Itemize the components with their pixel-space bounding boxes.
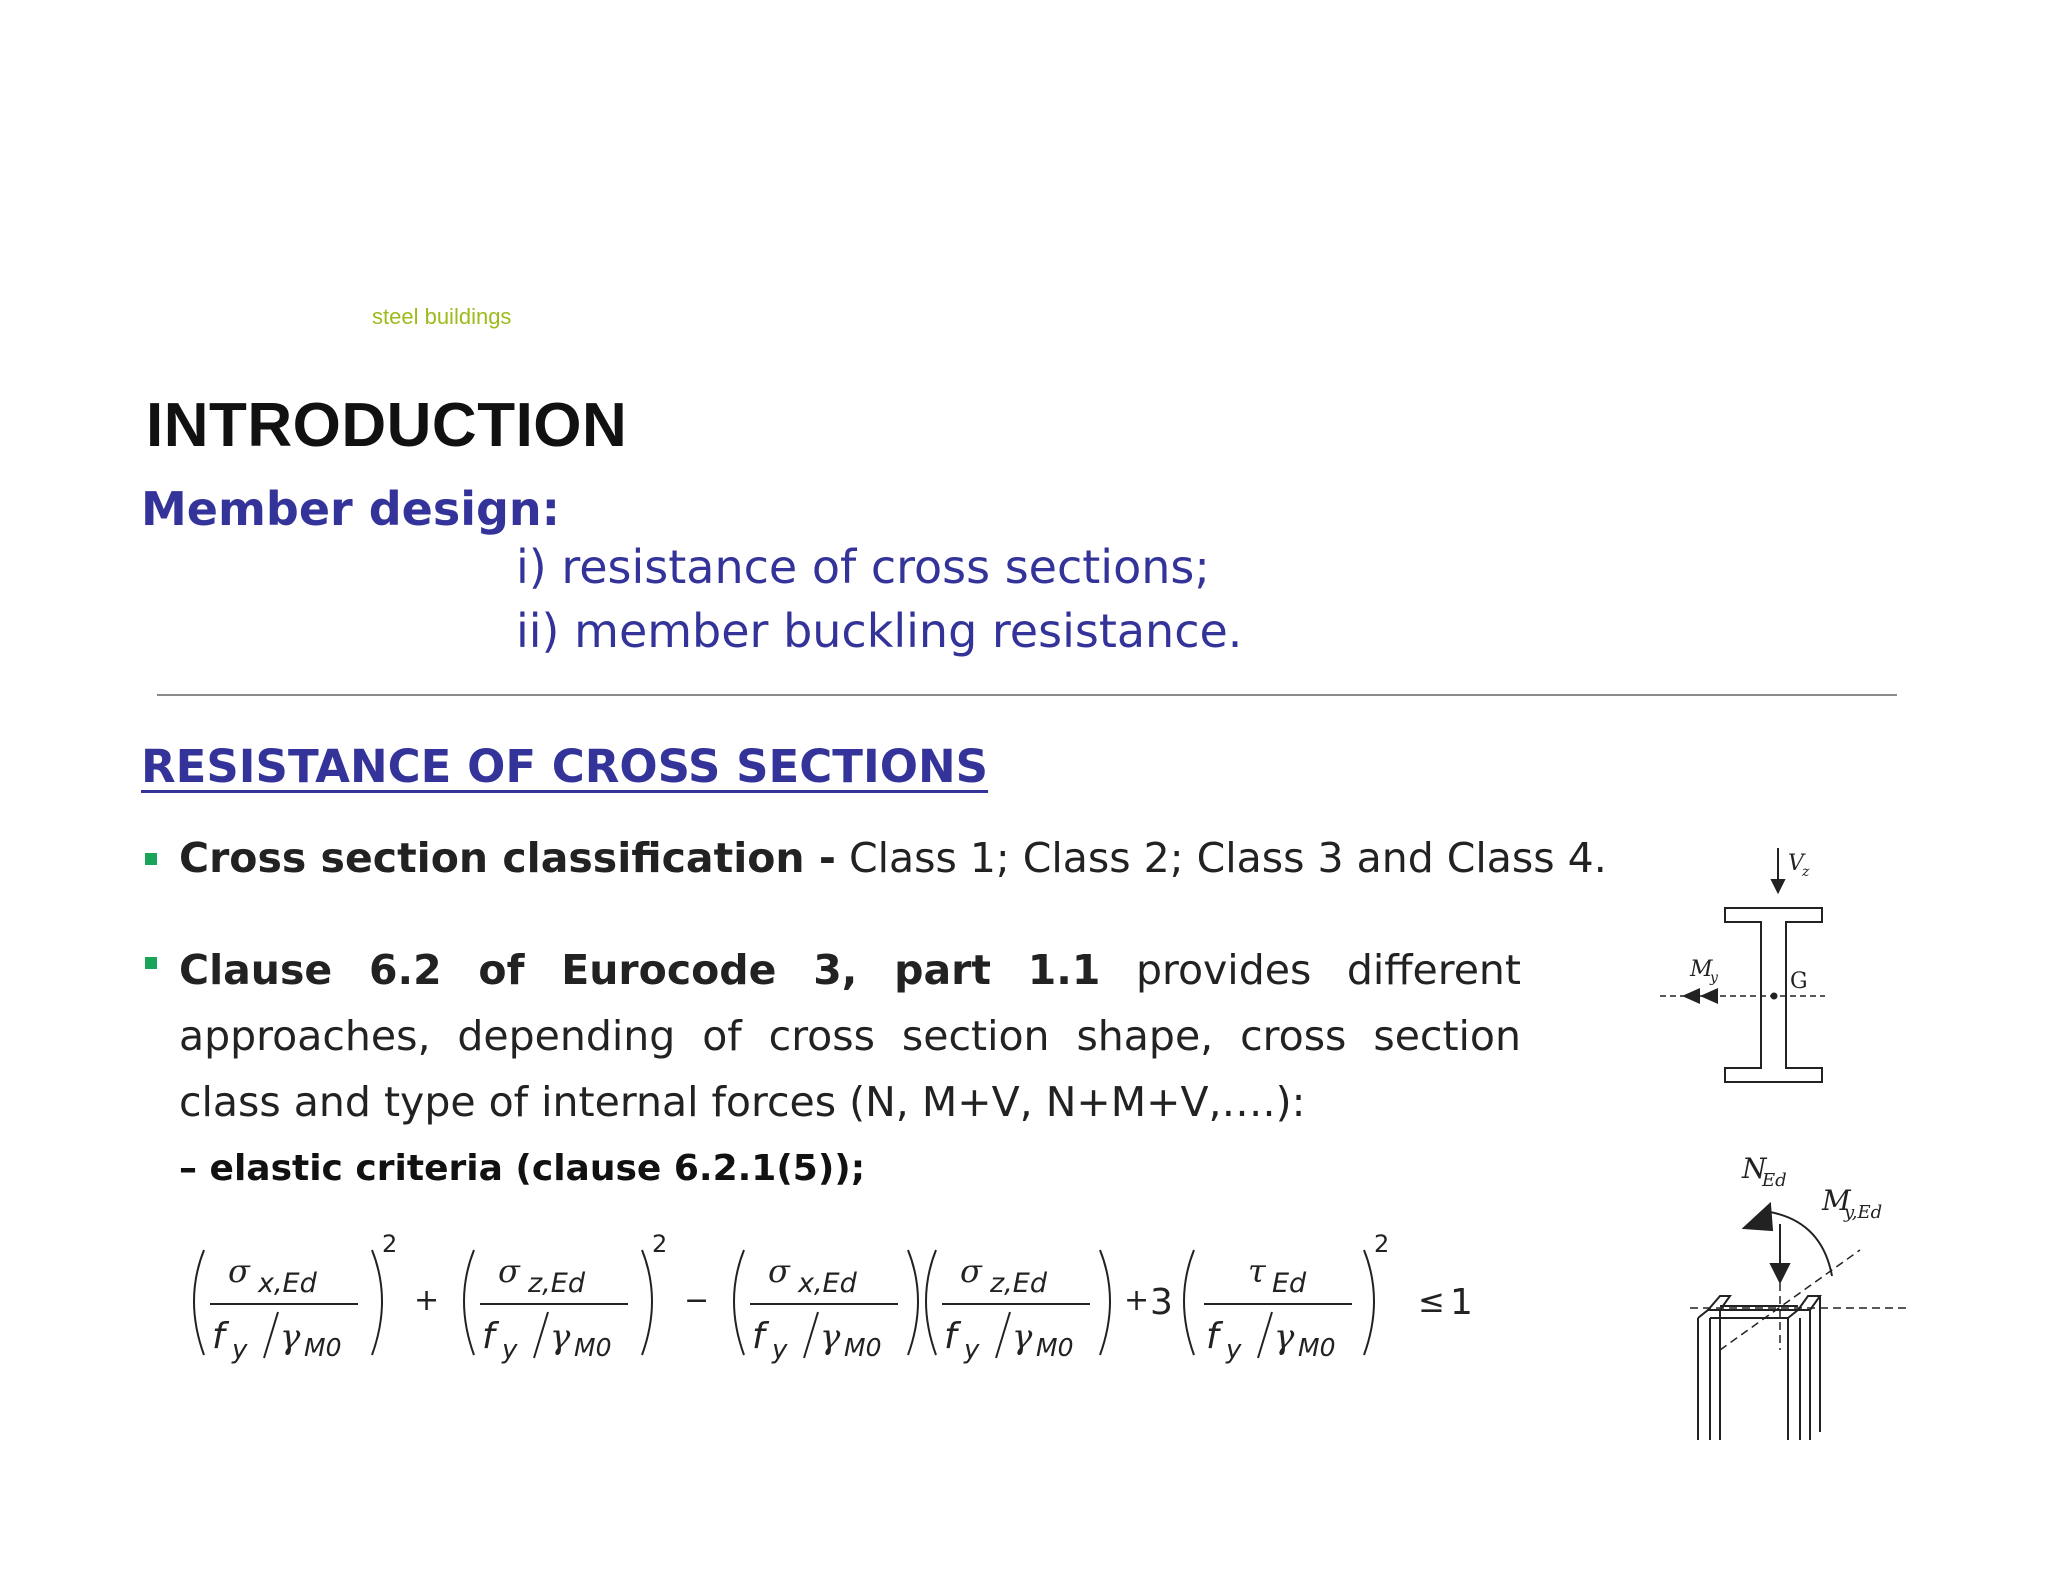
bullet-clause [179, 937, 1521, 1135]
term-4-denominator-f: f [944, 1316, 957, 1357]
elastic-criteria-item: – elastic criteria (clause 6.2.1(5)); [179, 1148, 866, 1189]
shear-label-sub: z [1802, 864, 1810, 880]
term-1-denominator-gamma: γ [280, 1317, 301, 1357]
term-1-denominator-f-sub: y [232, 1335, 248, 1365]
centroid-label: G [1790, 969, 1808, 994]
term-1-denominator-gamma-sub: M0 [304, 1333, 342, 1362]
term-4-denominator-gamma: γ [1012, 1317, 1033, 1357]
term-1-exponent: 2 [382, 1230, 398, 1258]
term-4-denominator-gamma-sub: M0 [1036, 1333, 1074, 1362]
moment-label-sub: y,Ed [1844, 1202, 1883, 1223]
formula-term-2 [464, 1230, 667, 1365]
term-4-denominator-f-sub: y [964, 1335, 980, 1365]
term-5-exponent: 2 [1374, 1230, 1390, 1258]
moment-label: M [1822, 1184, 1851, 1217]
moment-label-sub: y [1710, 970, 1718, 986]
clause-label: Clause 6.2 of Eurocode 3, part 1.1 [179, 946, 1101, 994]
classification-text: Class 1; Class 2; Class 3 and Class 4. [835, 834, 1607, 882]
page-title: INTRODUCTION [146, 391, 628, 460]
term-1-denominator-f: f [212, 1316, 225, 1357]
i-section-diagram [1660, 848, 1860, 1098]
term-2-denominator-gamma: γ [550, 1317, 571, 1357]
term-3-numerator-subscript: x,Ed [798, 1268, 857, 1299]
term-5-numerator-subscript: Ed [1272, 1268, 1307, 1299]
series-label: steel buildings [372, 304, 512, 329]
elastic-criterion-formula [180, 1230, 1500, 1390]
formula-op-minus: − [684, 1283, 710, 1318]
flange-tops [1708, 1296, 1820, 1310]
bullet-icon [145, 853, 157, 865]
member-design-item-2: ii) member buckling resistance. [516, 604, 1243, 658]
right-flange-back [1810, 1296, 1820, 1432]
axial-label-sub: Ed [1762, 1170, 1787, 1191]
term-2-denominator-f: f [482, 1316, 495, 1357]
term-2-denominator-f-sub: y [502, 1335, 518, 1365]
formula-op-plus: + [414, 1283, 440, 1318]
left-flange [1698, 1310, 1720, 1440]
moment-arrow-head-1 [1700, 988, 1718, 1004]
member-3d-diagram [1680, 1150, 1920, 1450]
term-5-denominator-f: f [1206, 1316, 1219, 1357]
term-3-denominator-f: f [752, 1316, 765, 1357]
moment-arrow-head-2 [1682, 988, 1700, 1004]
term-3-denominator-gamma: γ [820, 1317, 841, 1357]
term-1-numerator-symbol: σ [228, 1252, 250, 1290]
term-3-denominator-gamma-sub: M0 [844, 1333, 882, 1362]
formula-relation: ≤ [1418, 1282, 1445, 1320]
term-3-denominator-f-sub: y [772, 1335, 788, 1365]
term-4-numerator-symbol: σ [960, 1252, 982, 1290]
clause-text: provides different approaches, depending of cross section shape, cross section class and type of internal forces (N, M+V, N+M+V,….): [179, 946, 1521, 1126]
term-1-numerator-subscript: x,Ed [258, 1268, 317, 1299]
centroid-dot [1772, 994, 1777, 999]
term-5-numerator-symbol: τ [1248, 1252, 1266, 1290]
member-design-heading: Member design: [141, 482, 561, 536]
axial-label: N [1742, 1152, 1767, 1185]
formula-term-3 [734, 1250, 918, 1365]
formula-coefficient: 3 [1150, 1282, 1173, 1323]
moment-arrow-head [1744, 1204, 1772, 1230]
formula-limit: 1 [1450, 1282, 1473, 1323]
formula-term-5 [1184, 1230, 1389, 1365]
shear-arrow-head [1772, 880, 1784, 892]
term-5-denominator-gamma: γ [1274, 1317, 1295, 1357]
term-5-denominator-gamma-sub: M0 [1298, 1333, 1336, 1362]
bullet-classification [179, 834, 1607, 882]
classification-label: Cross section classification - [179, 834, 836, 882]
term-2-numerator-symbol: σ [498, 1252, 520, 1290]
term-5-denominator-f-sub: y [1226, 1335, 1242, 1365]
member-design-item-1: i) resistance of cross sections; [516, 540, 1210, 594]
term-3-numerator-symbol: σ [768, 1252, 790, 1290]
moment-label: M [1690, 957, 1713, 982]
shear-label: V [1788, 851, 1804, 876]
formula-term-1 [194, 1230, 397, 1365]
term-2-denominator-gamma-sub: M0 [574, 1333, 612, 1362]
term-2-numerator-subscript: z,Ed [528, 1268, 585, 1299]
term-2-exponent: 2 [652, 1230, 668, 1258]
formula-term-4 [926, 1250, 1110, 1365]
divider [157, 694, 1897, 696]
right-flange [1788, 1310, 1810, 1440]
formula-op-plus-2: + [1124, 1283, 1150, 1318]
bullet-icon [145, 957, 157, 969]
section-heading: RESISTANCE OF CROSS SECTIONS [141, 740, 989, 793]
term-4-numerator-subscript: z,Ed [990, 1268, 1047, 1299]
